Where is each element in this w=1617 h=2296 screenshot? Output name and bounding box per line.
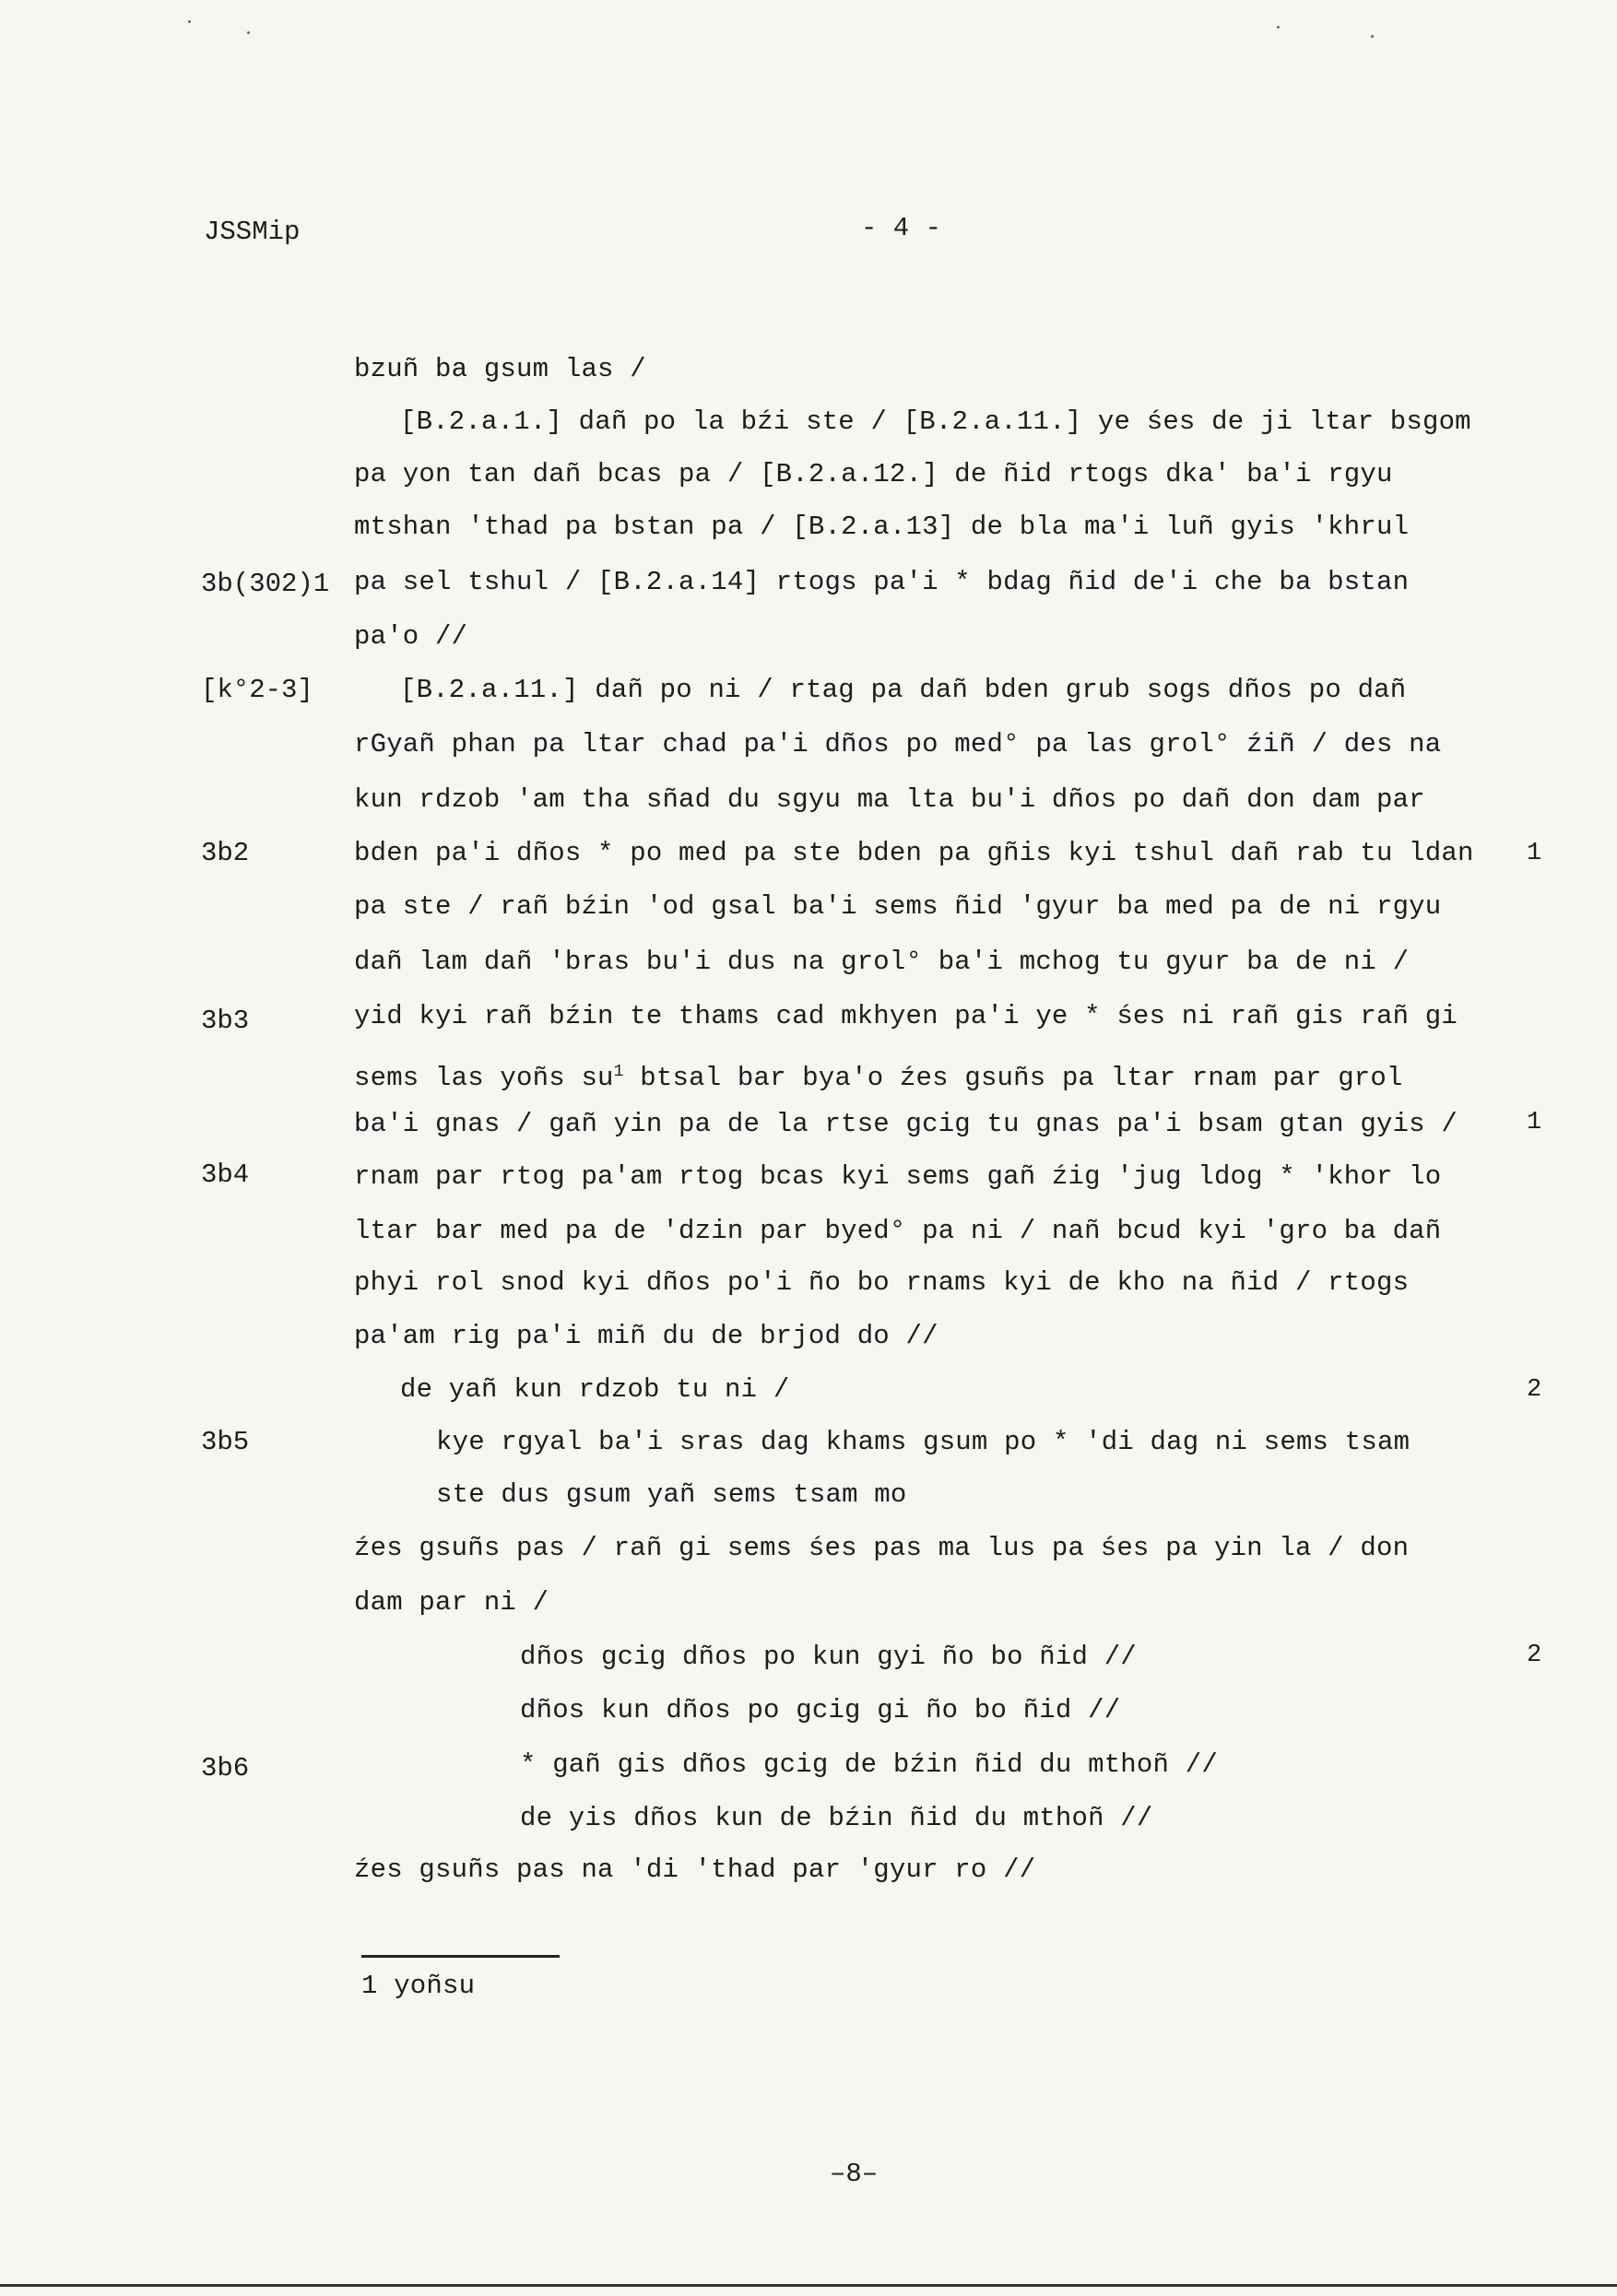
text-line: [B.2.a.11.] dañ po ni / rtag pa dañ bden grub sogs dños po dañ [400,675,1407,705]
text-line: źes gsuñs pas na 'di 'thad par 'gyur ro // [354,1854,1036,1885]
text-line: dañ lam dañ 'bras bu'i dus na grol° ba'i mchog tu gyur ba de ni / [354,947,1410,977]
text-line: [B.2.a.1.] dañ po la bźi ste / [B.2.a.11.] ye śes de ji ltar bsgom [400,406,1471,437]
text-line: ste dus gsum yañ sems tsam mo [436,1479,907,1510]
text-line: pa'o // [354,621,468,652]
text-line: mtshan 'thad pa bstan pa / [B.2.a.13] de bla ma'i luñ gyis 'khrul [354,512,1410,542]
margin-ref: 3b(302)1 [201,569,330,599]
footnote-rule [361,1955,560,1958]
text-line: yid kyi rañ bźin te thams cad mkhyen pa'i ye * śes ni rañ gis rañ gi [354,1001,1458,1031]
text-line-part: sems las yoñs su [354,1063,614,1093]
text-line: dños kun dños po gcig gi ño bo ñid // [520,1695,1121,1725]
text-line [354,1055,1403,1095]
margin-number: 1 [1527,1109,1542,1136]
text-line: ltar bar med pa de 'dzin par byed° pa ni / nañ bcud kyi 'gro ba dañ [354,1216,1442,1246]
margin-ref: [k°2-3] [201,675,313,705]
footer-page-number: –8– [830,2159,879,2189]
text-line: pa ste / rañ bźin 'od gsal ba'i sems ñid 'gyur ba med pa de ni rgyu [354,891,1442,922]
bottom-rule [0,2284,1617,2287]
margin-ref: 3b6 [201,1753,250,1784]
text-line: * gañ gis dños gcig de bźin ñid du mthoñ // [520,1749,1218,1780]
text-line: pa yon tan dañ bcas pa / [B.2.a.12.] de ñid rtogs dka' ba'i rgyu [354,459,1393,489]
margin-number: 2 [1527,1642,1542,1669]
text-line: de yañ kun rdzob tu ni / [400,1374,790,1405]
text-line: ba'i gnas / gañ yin pa de la rtse gcig tu gnas pa'i bsam gtan gyis / [354,1109,1458,1139]
header-page-number: - 4 - [861,213,942,243]
text-line: bzuñ ba gsum las / [354,354,646,384]
margin-ref: 3b5 [201,1427,250,1457]
header-left: JSSMip [204,217,301,247]
scan-speck [1277,26,1280,29]
margin-ref: 3b3 [201,1006,250,1036]
text-line: kun rdzob 'am tha sñad du sgyu ma lta bu'i dños po dañ don dam par [354,784,1425,815]
text-line: de yis dños kun de bźin ñid du mthoñ // [520,1803,1153,1833]
scan-speck [1371,35,1374,38]
text-line: phyi rol snod kyi dños po'i ño bo rnams kyi de kho na ñid / rtogs [354,1267,1410,1298]
text-line: dam par ni / [354,1587,549,1618]
margin-ref: 3b2 [201,838,250,868]
scan-speck [247,31,250,34]
text-line: dños gcig dños po kun gyi ño bo ñid // [520,1642,1137,1672]
margin-number: 2 [1527,1376,1542,1404]
margin-ref: 3b4 [201,1160,250,1190]
text-line: bden pa'i dños * po med pa ste bden pa gñis kyi tshul dañ rab tu ldan [354,838,1474,868]
margin-number: 1 [1527,840,1542,867]
text-line: źes gsuñs pas / rañ gi sems śes pas ma lus pa śes pa yin la / don [354,1533,1410,1563]
footnote-marker: 1 [613,1063,624,1081]
text-line: pa sel tshul / [B.2.a.14] rtogs pa'i * bdag ñid de'i che ba bstan [354,567,1410,597]
text-line: rnam par rtog pa'am rtog bcas kyi sems gañ źig 'jug ldog * 'khor lo [354,1161,1442,1192]
scan-speck [188,20,191,23]
text-line: kye rgyal ba'i sras dag khams gsum po * 'di dag ni sems tsam [436,1427,1410,1457]
footnote: 1 yoñsu [361,1971,476,2001]
text-line: rGyañ phan pa ltar chad pa'i dños po med° pa las grol° źiñ / des na [354,729,1442,759]
text-line-part: btsal bar bya'o źes gsuñs pa ltar rnam par grol [640,1063,1403,1093]
text-line: pa'am rig pa'i miñ du de brjod do // [354,1321,938,1351]
